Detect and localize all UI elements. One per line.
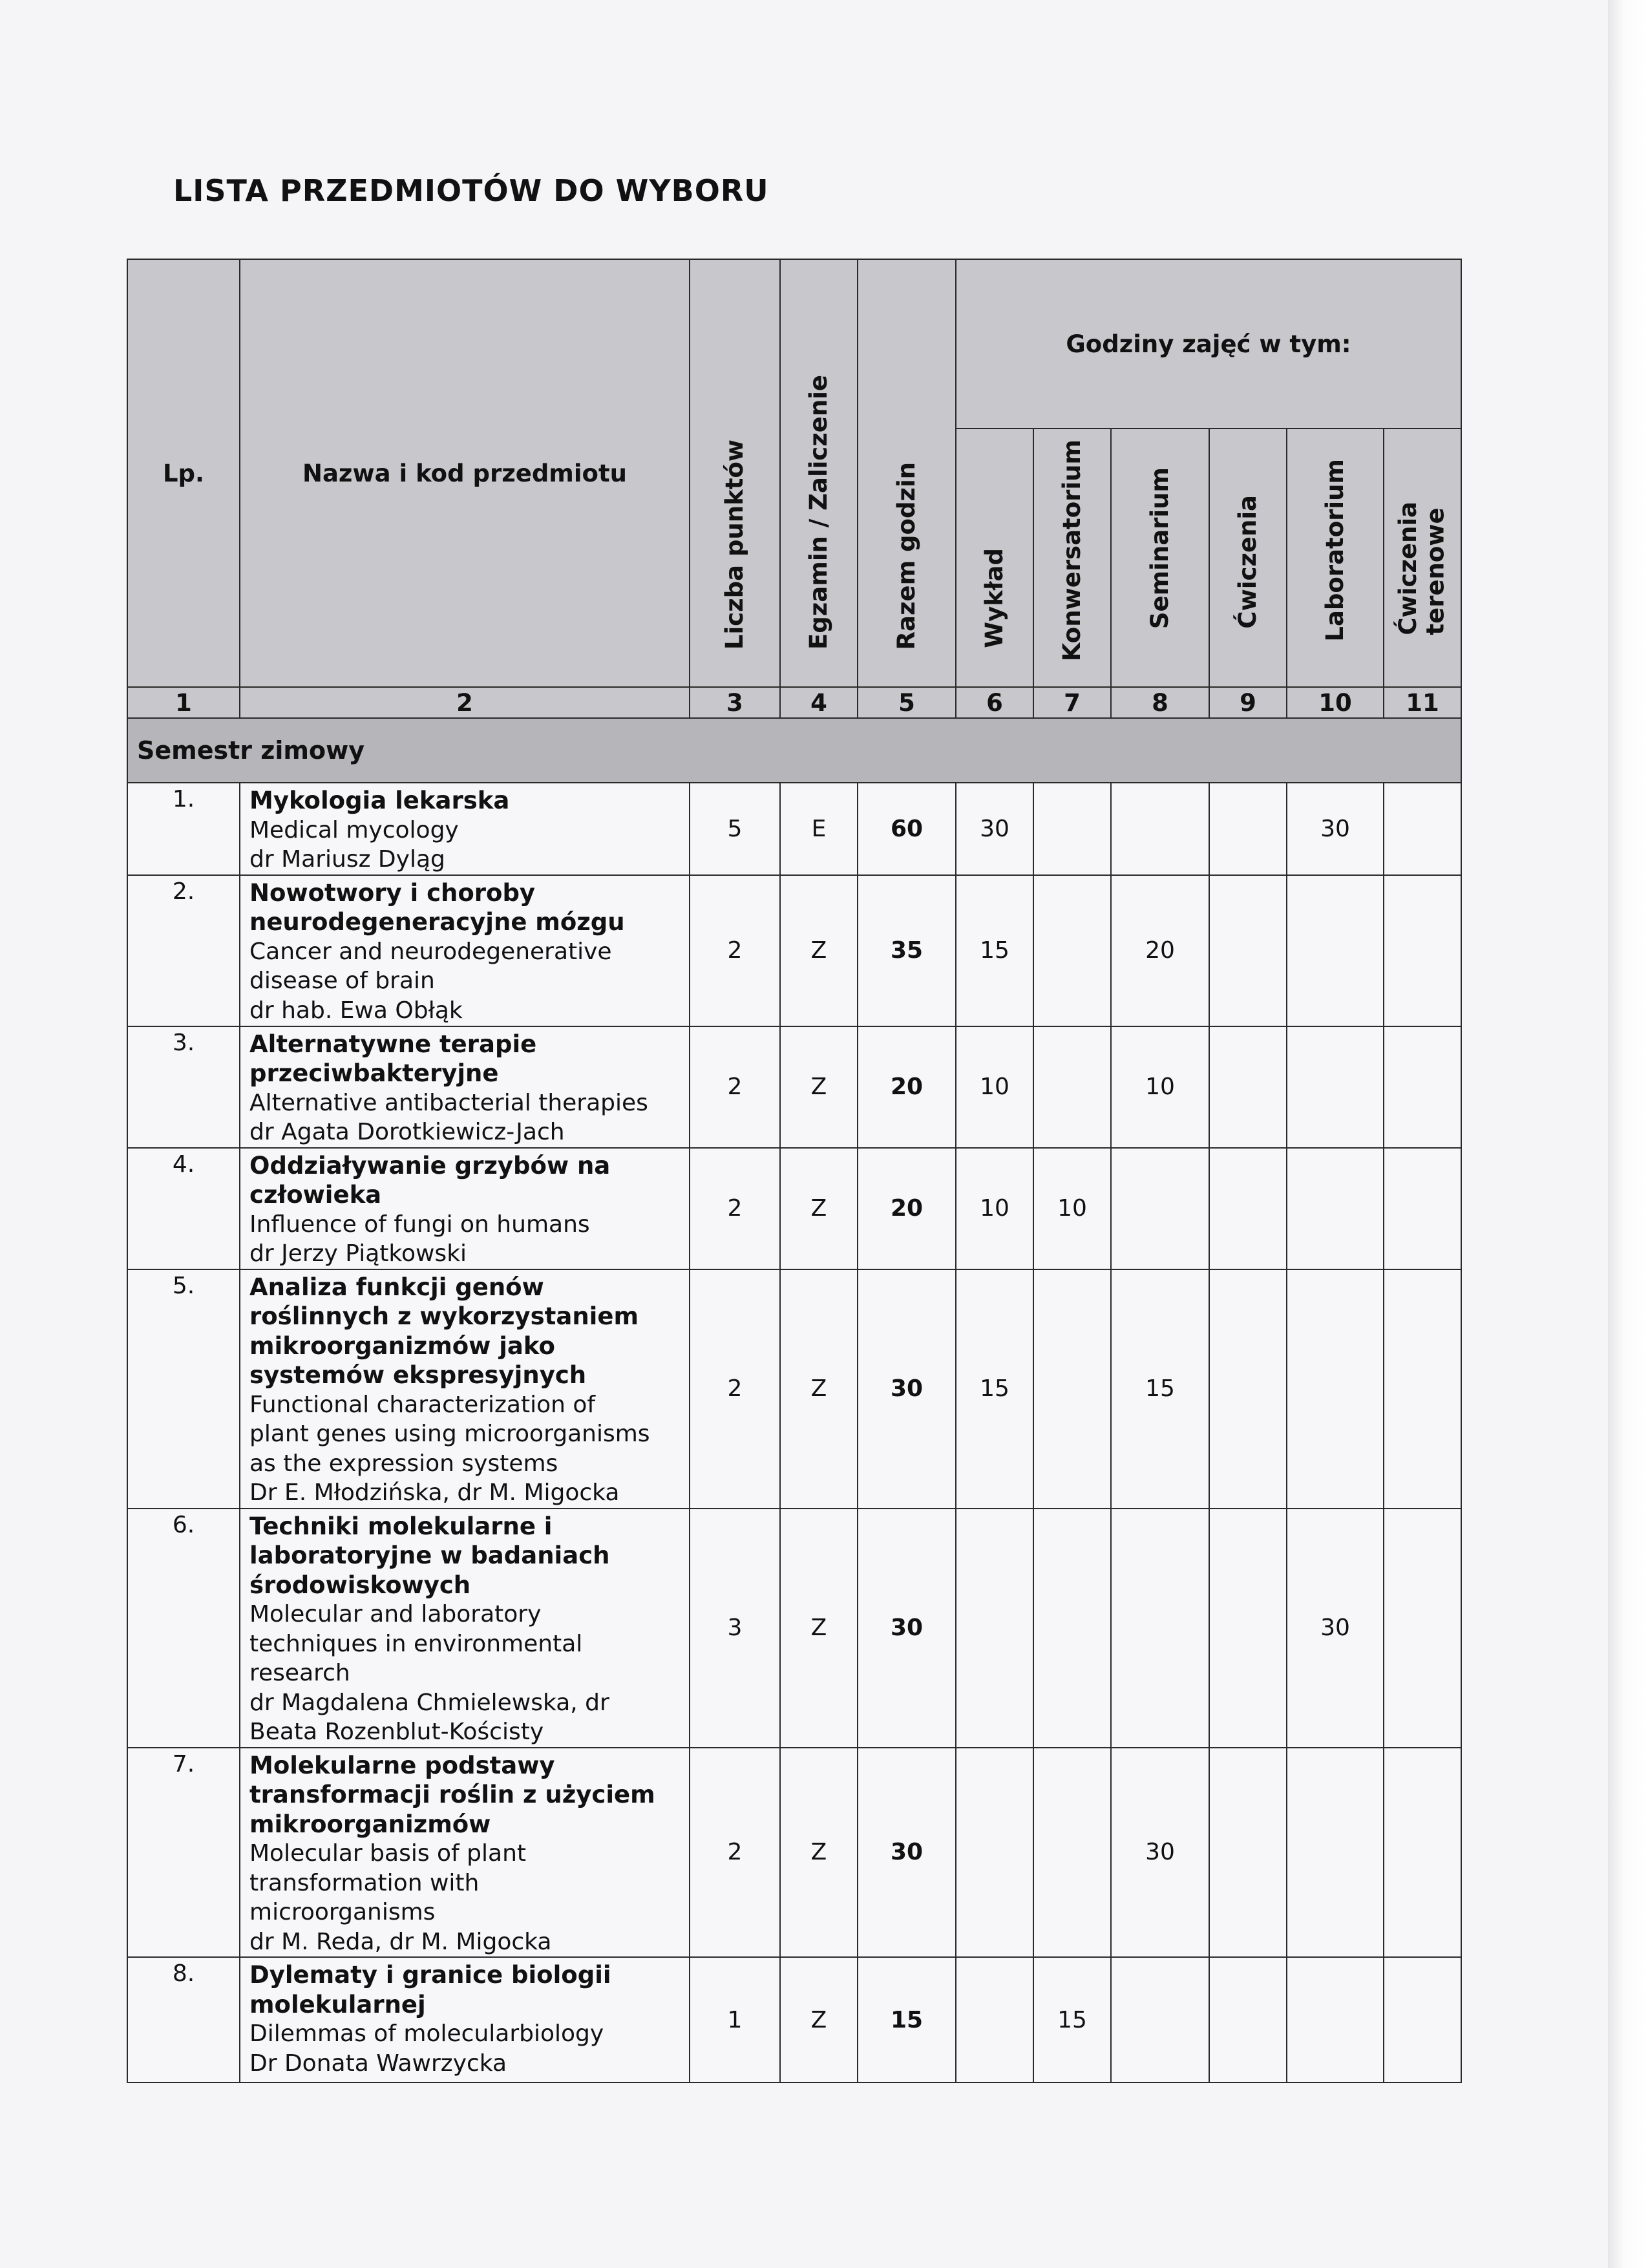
conversatory-cell: 10 [1033, 1148, 1111, 1269]
exam-cell: Z [780, 1148, 858, 1269]
course-lecturer: dr Jerzy Piątkowski [249, 1240, 467, 1267]
header-field-line2: terenowe [1422, 507, 1450, 635]
course-name-cell [240, 783, 690, 875]
course-lecturer: dr Agata Dorotkiewicz-Jach [249, 1119, 565, 1145]
course-name-pl: neurodegeneracyjne mózgu [249, 908, 625, 936]
exercises-cell [1209, 1026, 1287, 1148]
header-exam-cell [780, 259, 858, 687]
lecture-cell [956, 1509, 1033, 1748]
lecture-cell: 15 [956, 875, 1033, 1026]
course-name-pl: roślinnych z wykorzystaniem [249, 1302, 639, 1330]
header-conversatory-cell [1033, 429, 1111, 687]
colnum-10: 10 [1287, 687, 1384, 718]
header-points: Liczba punktów [720, 439, 748, 650]
field-cell [1384, 875, 1461, 1026]
course-lecturer: dr Mariusz Dyląg [249, 846, 445, 873]
table-row [127, 783, 1461, 875]
course-name-en: Medical mycology [249, 816, 459, 843]
table-row [127, 1026, 1461, 1148]
course-name-pl: Dylematy i granice biologii [249, 1961, 611, 1989]
course-name-cell [240, 1148, 690, 1269]
laboratory-cell [1287, 1269, 1384, 1509]
exercises-cell [1209, 1509, 1287, 1748]
row-number: 3. [127, 1026, 240, 1148]
total-cell: 30 [858, 1748, 956, 1958]
total-cell: 20 [858, 1026, 956, 1148]
conversatory-cell [1033, 1748, 1111, 1958]
course-name-en: Alternative antibacterial therapies [249, 1089, 648, 1116]
lecture-cell: 15 [956, 1269, 1033, 1509]
conversatory-cell [1033, 1026, 1111, 1148]
lecture-cell: 10 [956, 1026, 1033, 1148]
course-name-en: research [249, 1660, 350, 1686]
course-name-cell [240, 875, 690, 1026]
course-name-pl: mikroorganizmów jako [249, 1331, 555, 1360]
laboratory-cell [1287, 1026, 1384, 1148]
colnum-11: 11 [1384, 687, 1461, 718]
conversatory-cell [1033, 875, 1111, 1026]
course-lecturer: dr hab. Ewa Obłąk [249, 997, 463, 1024]
colnum-3: 3 [690, 687, 780, 718]
course-name-cell [240, 1509, 690, 1748]
semester-label: Semestr zimowy [127, 718, 1461, 783]
row-number: 5. [127, 1269, 240, 1509]
table-row [127, 1957, 1461, 2083]
row-number: 2. [127, 875, 240, 1026]
seminar-cell: 20 [1111, 875, 1209, 1026]
course-name-en: Functional characterization of [249, 1391, 596, 1418]
course-name-en: Influence of fungi on humans [249, 1211, 590, 1238]
course-name-pl: Molekularne podstawy [249, 1751, 555, 1779]
lecture-cell: 30 [956, 783, 1033, 875]
exercises-cell [1209, 1148, 1287, 1269]
course-lecturer: dr Magdalena Chmielewska, dr [249, 1689, 609, 1716]
laboratory-cell: 30 [1287, 1509, 1384, 1748]
laboratory-cell: 30 [1287, 783, 1384, 875]
course-name-pl: mikroorganizmów [249, 1810, 491, 1838]
exam-cell: Z [780, 1026, 858, 1148]
exam-cell: Z [780, 1748, 858, 1958]
header-laboratory-cell [1287, 429, 1384, 687]
points-cell: 3 [690, 1509, 780, 1748]
conversatory-cell: 15 [1033, 1957, 1111, 2083]
laboratory-cell [1287, 1748, 1384, 1958]
points-cell: 2 [690, 1748, 780, 1958]
header-exam: Egzamin / Zaliczenie [804, 375, 832, 650]
exam-cell: E [780, 783, 858, 875]
document-title: LISTA PRZEDMIOTÓW DO WYBORU [173, 173, 769, 208]
course-name-en: microorganisms [249, 1899, 436, 1925]
header-total-cell [858, 259, 956, 687]
total-cell: 20 [858, 1148, 956, 1269]
field-cell [1384, 1269, 1461, 1509]
course-name-pl: Nowotwory i choroby [249, 878, 536, 907]
header-conversatory: Konwersatorium [1057, 439, 1086, 661]
course-name-pl: Analiza funkcji genów [249, 1273, 544, 1301]
header-field-line1: Ćwiczenia [1394, 502, 1422, 635]
colnum-4: 4 [780, 687, 858, 718]
seminar-cell [1111, 1148, 1209, 1269]
conversatory-cell [1033, 1509, 1111, 1748]
seminar-cell: 30 [1111, 1748, 1209, 1958]
course-name-pl: transformacji roślin z użyciem [249, 1781, 655, 1808]
course-name-en: plant genes using microorganisms [249, 1421, 650, 1447]
laboratory-cell [1287, 875, 1384, 1026]
course-name-pl: molekularnej [249, 1990, 426, 2019]
header-hours-group: Godziny zajęć w tym: [956, 259, 1461, 429]
field-cell [1384, 1509, 1461, 1748]
exercises-cell [1209, 1269, 1287, 1509]
header-name: Nazwa i kod przedmiotu [240, 259, 690, 687]
points-cell: 2 [690, 1269, 780, 1509]
exercises-cell [1209, 1748, 1287, 1958]
header-lecture: Wykład [980, 548, 1008, 648]
colnum-8: 8 [1111, 687, 1209, 718]
laboratory-cell [1287, 1957, 1384, 2083]
course-name-pl: Mykologia lekarska [249, 787, 510, 814]
header-exercises-cell [1209, 429, 1287, 687]
course-lecturer: Beata Rozenblut-Kościsty [249, 1719, 544, 1745]
course-name-en: Molecular and laboratory [249, 1601, 542, 1627]
total-cell: 30 [858, 1269, 956, 1509]
course-name-en: techniques in environmental [249, 1630, 583, 1657]
row-number: 6. [127, 1509, 240, 1748]
points-cell: 5 [690, 783, 780, 875]
field-cell [1384, 1026, 1461, 1148]
exercises-cell [1209, 783, 1287, 875]
course-name-pl: człowieka [249, 1181, 382, 1209]
exam-cell: Z [780, 875, 858, 1026]
row-number: 1. [127, 783, 240, 875]
points-cell: 1 [690, 1957, 780, 2083]
total-cell: 60 [858, 783, 956, 875]
header-total: Razem godzin [892, 461, 920, 650]
header-laboratory: Laboratorium [1320, 459, 1349, 642]
field-cell [1384, 1957, 1461, 2083]
course-name-en: Molecular basis of plant [249, 1840, 527, 1867]
colnum-5: 5 [858, 687, 956, 718]
semester-row [127, 718, 1461, 783]
course-name-cell [240, 1026, 690, 1148]
row-number: 4. [127, 1148, 240, 1269]
total-cell: 35 [858, 875, 956, 1026]
conversatory-cell [1033, 1269, 1111, 1509]
course-name-pl: Techniki molekularne i [249, 1512, 553, 1540]
row-number: 8. [127, 1957, 240, 2083]
course-name-en: Dilemmas of molecularbiology [249, 2020, 604, 2047]
field-cell [1384, 1148, 1461, 1269]
course-name-en: transformation with [249, 1869, 480, 1896]
column-number-row [127, 687, 1461, 718]
laboratory-cell [1287, 1148, 1384, 1269]
seminar-cell [1111, 1509, 1209, 1748]
header-seminar-cell [1111, 429, 1209, 687]
course-lecturer: Dr Donata Wawrzycka [249, 2050, 507, 2077]
total-cell: 15 [858, 1957, 956, 2083]
exam-cell: Z [780, 1957, 858, 2083]
course-name-cell [240, 1748, 690, 1958]
course-name-pl: przeciwbakteryjne [249, 1059, 499, 1087]
table-row [127, 1748, 1461, 1958]
points-cell: 2 [690, 1026, 780, 1148]
exam-cell: Z [780, 1509, 858, 1748]
header-points-cell [690, 259, 780, 687]
course-lecturer: Dr E. Młodzińska, dr M. Migocka [249, 1479, 620, 1506]
total-cell: 30 [858, 1509, 956, 1748]
header-field [1395, 502, 1450, 635]
exam-cell: Z [780, 1269, 858, 1509]
course-lecturer: dr M. Reda, dr M. Migocka [249, 1928, 552, 1955]
seminar-cell: 10 [1111, 1026, 1209, 1148]
course-name-pl: laboratoryjne w badaniach [249, 1542, 610, 1569]
table-row [127, 1509, 1461, 1748]
table-row [127, 1269, 1461, 1509]
points-cell: 2 [690, 1148, 780, 1269]
course-name-pl: Oddziaływanie grzybów na [249, 1151, 611, 1180]
seminar-cell [1111, 783, 1209, 875]
page-edge-shadow [1608, 0, 1648, 2268]
points-cell: 2 [690, 875, 780, 1026]
course-name-pl: systemów ekspresyjnych [249, 1361, 587, 1389]
colnum-9: 9 [1209, 687, 1287, 718]
header-lecture-cell [956, 429, 1033, 687]
table-row [127, 875, 1461, 1026]
exercises-cell [1209, 875, 1287, 1026]
lecture-cell [956, 1748, 1033, 1958]
seminar-cell [1111, 1957, 1209, 2083]
course-name-cell [240, 1269, 690, 1509]
header-seminar: Seminarium [1145, 467, 1174, 629]
lecture-cell [956, 1957, 1033, 2083]
course-table [127, 259, 1462, 2083]
seminar-cell: 15 [1111, 1269, 1209, 1509]
conversatory-cell [1033, 783, 1111, 875]
course-name-en: as the expression systems [249, 1450, 558, 1477]
header-field-cell [1384, 429, 1461, 687]
exercises-cell [1209, 1957, 1287, 2083]
course-name-en: Cancer and neurodegenerative [249, 938, 612, 965]
row-number: 7. [127, 1748, 240, 1958]
colnum-1: 1 [127, 687, 240, 718]
colnum-2: 2 [240, 687, 690, 718]
course-name-en: disease of brain [249, 968, 435, 994]
course-name-pl: Alternatywne terapie [249, 1030, 537, 1058]
header-lp: Lp. [127, 259, 240, 687]
lecture-cell: 10 [956, 1148, 1033, 1269]
table-row [127, 1148, 1461, 1269]
colnum-6: 6 [956, 687, 1033, 718]
course-name-cell [240, 1957, 690, 2083]
field-cell [1384, 783, 1461, 875]
field-cell [1384, 1748, 1461, 1958]
course-name-pl: środowiskowych [249, 1571, 471, 1599]
header-exercises: Ćwiczenia [1233, 495, 1262, 629]
colnum-7: 7 [1033, 687, 1111, 718]
